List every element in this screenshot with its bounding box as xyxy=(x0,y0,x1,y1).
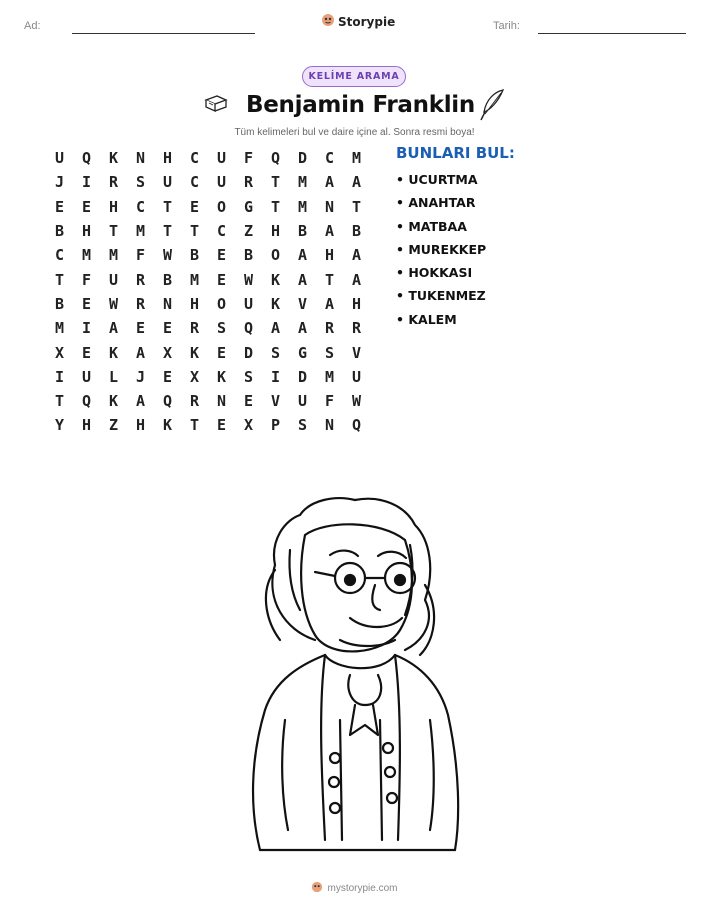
grid-cell[interactable]: V xyxy=(351,343,362,362)
grid-cell[interactable]: J xyxy=(135,367,146,386)
grid-cell[interactable]: E xyxy=(216,416,227,435)
grid-cell[interactable]: R xyxy=(135,294,146,313)
word-list-item: • UCURTMA xyxy=(396,172,478,187)
grid-cell[interactable]: H xyxy=(351,294,362,313)
grid-cell[interactable]: A xyxy=(324,222,335,241)
grid-cell[interactable]: N xyxy=(324,197,335,216)
grid-cell[interactable]: H xyxy=(108,197,119,216)
grid-cell[interactable]: C xyxy=(324,149,335,168)
grid-cell[interactable]: A xyxy=(108,319,119,338)
grid-cell[interactable]: E xyxy=(216,270,227,289)
grid-cell[interactable]: G xyxy=(243,197,254,216)
grid-cell[interactable]: E xyxy=(162,367,173,386)
grid-cell[interactable]: F xyxy=(243,149,254,168)
grid-cell[interactable]: M xyxy=(189,270,200,289)
grid-cell[interactable]: N xyxy=(216,392,227,411)
grid-cell[interactable]: T xyxy=(324,270,335,289)
grid-cell[interactable]: U xyxy=(162,173,173,192)
grid-cell[interactable]: R xyxy=(351,319,362,338)
grid-cell[interactable]: A xyxy=(351,173,362,192)
grid-cell[interactable]: E xyxy=(216,246,227,265)
storypie-logo-icon xyxy=(321,13,335,30)
grid-cell[interactable]: B xyxy=(54,294,65,313)
grid-cell[interactable]: A xyxy=(297,270,308,289)
grid-cell[interactable]: O xyxy=(216,294,227,313)
grid-cell[interactable]: K xyxy=(162,416,173,435)
footer-url[interactable]: mystorypie.com xyxy=(327,883,398,894)
grid-cell[interactable]: M xyxy=(297,173,308,192)
word-list-item: • KALEM xyxy=(396,311,457,327)
grid-cell[interactable]: X xyxy=(243,416,254,435)
grid-cell[interactable]: S xyxy=(216,319,227,338)
grid-cell[interactable]: Q xyxy=(270,149,281,168)
grid-cell[interactable]: M xyxy=(54,319,65,338)
grid-cell[interactable]: C xyxy=(216,222,227,241)
grid-cell[interactable]: M xyxy=(351,149,362,168)
grid-cell[interactable]: B xyxy=(162,270,173,289)
grid-cell[interactable]: I xyxy=(270,367,281,386)
grid-cell[interactable]: R xyxy=(135,270,146,289)
grid-cell[interactable]: E xyxy=(54,197,65,216)
grid-cell[interactable]: T xyxy=(351,197,362,216)
grid-cell[interactable]: H xyxy=(189,294,200,313)
grid-cell[interactable]: E xyxy=(243,392,254,411)
grid-cell[interactable]: K xyxy=(270,270,281,289)
brand-name: Storypie xyxy=(338,14,396,29)
grid-cell[interactable]: H xyxy=(162,149,173,168)
grid-cell[interactable]: O xyxy=(216,197,227,216)
grid-cell[interactable]: G xyxy=(297,343,308,362)
grid-cell[interactable]: Q xyxy=(81,149,92,168)
grid-cell[interactable]: A xyxy=(135,343,146,362)
grid-cell[interactable]: I xyxy=(81,173,92,192)
word-list-item: • ANAHTAR xyxy=(396,195,476,211)
word-search-grid[interactable] xyxy=(46,146,370,438)
grid-cell[interactable]: R xyxy=(324,319,335,338)
grid-cell[interactable]: D xyxy=(243,343,254,362)
grid-cell[interactable]: I xyxy=(81,319,92,338)
grid-cell[interactable]: U xyxy=(297,392,308,411)
date-label: Tarih: xyxy=(493,20,520,32)
word-list xyxy=(396,171,486,334)
grid-cell[interactable]: E xyxy=(162,319,173,338)
grid-cell[interactable]: U xyxy=(81,367,92,386)
grid-cell[interactable]: X xyxy=(162,343,173,362)
grid-cell[interactable]: A xyxy=(270,319,281,338)
grid-cell[interactable]: S xyxy=(243,367,254,386)
grid-cell[interactable]: Q xyxy=(243,319,254,338)
quill-icon xyxy=(478,88,506,126)
grid-cell[interactable]: K xyxy=(108,392,119,411)
grid-cell[interactable]: R xyxy=(243,173,254,192)
grid-cell[interactable]: H xyxy=(135,416,146,435)
grid-cell[interactable]: U xyxy=(108,270,119,289)
grid-cell[interactable]: A xyxy=(351,246,362,265)
grid-cell[interactable]: M xyxy=(135,222,146,241)
grid-cell[interactable]: M xyxy=(324,367,335,386)
grid-cell[interactable]: R xyxy=(189,319,200,338)
grid-cell[interactable]: R xyxy=(189,392,200,411)
grid-cell[interactable]: E xyxy=(135,319,146,338)
grid-cell[interactable]: W xyxy=(108,294,119,313)
activity-badge: KELİME ARAMA xyxy=(302,66,406,87)
grid-cell[interactable]: T xyxy=(162,222,173,241)
word-list-item: • MATBAA xyxy=(396,218,467,234)
grid-cell[interactable]: E xyxy=(81,197,92,216)
grid-cell[interactable]: A xyxy=(135,392,146,411)
grid-cell[interactable]: T xyxy=(189,222,200,241)
grid-cell[interactable]: S xyxy=(135,173,146,192)
grid-cell[interactable]: T xyxy=(270,197,281,216)
grid-cell[interactable]: T xyxy=(54,392,65,411)
grid-cell[interactable]: M xyxy=(297,197,308,216)
instructions: Tüm kelimeleri bul ve daire içine al. Sonra resmi boya! xyxy=(234,127,475,138)
grid-cell[interactable]: B xyxy=(297,222,308,241)
grid-cell[interactable]: A xyxy=(351,270,362,289)
grid-cell[interactable]: T xyxy=(189,416,200,435)
grid-cell[interactable]: Z xyxy=(108,416,119,435)
grid-cell[interactable]: C xyxy=(189,149,200,168)
grid-cell[interactable]: U xyxy=(216,149,227,168)
grid-cell[interactable]: M xyxy=(81,246,92,265)
grid-cell[interactable]: K xyxy=(270,294,281,313)
grid-cell[interactable]: F xyxy=(135,246,146,265)
grid-cell[interactable]: W xyxy=(351,392,362,411)
name-line[interactable] xyxy=(72,33,255,34)
storypie-footer-icon xyxy=(311,881,323,896)
grid-cell[interactable]: M xyxy=(108,246,119,265)
grid-cell[interactable]: X xyxy=(189,367,200,386)
grid-cell[interactable]: E xyxy=(216,343,227,362)
grid-cell[interactable]: B xyxy=(351,222,362,241)
grid-cell[interactable]: Q xyxy=(81,392,92,411)
grid-cell[interactable]: F xyxy=(81,270,92,289)
grid-cell[interactable]: A xyxy=(297,319,308,338)
grid-cell[interactable]: T xyxy=(270,173,281,192)
name-label: Ad: xyxy=(24,20,41,32)
grid-cell[interactable]: T xyxy=(54,270,65,289)
grid-cell[interactable]: O xyxy=(270,246,281,265)
grid-cell[interactable]: D xyxy=(297,367,308,386)
grid-cell[interactable]: S xyxy=(270,343,281,362)
grid-cell[interactable]: H xyxy=(81,416,92,435)
grid-cell[interactable]: B xyxy=(189,246,200,265)
grid-cell[interactable]: Q xyxy=(351,416,362,435)
grid-cell[interactable]: P xyxy=(270,416,281,435)
grid-cell[interactable]: U xyxy=(54,149,65,168)
grid-cell[interactable]: K xyxy=(108,149,119,168)
grid-cell[interactable]: A xyxy=(297,246,308,265)
word-list-item: • TUKENMEZ xyxy=(396,288,486,304)
grid-cell[interactable]: T xyxy=(108,222,119,241)
grid-cell[interactable]: Q xyxy=(162,392,173,411)
grid-cell[interactable]: V xyxy=(270,392,281,411)
grid-cell[interactable]: D xyxy=(297,149,308,168)
grid-cell[interactable]: W xyxy=(162,246,173,265)
grid-cell[interactable]: R xyxy=(108,173,119,192)
grid-cell[interactable]: B xyxy=(54,222,65,241)
grid-cell[interactable]: U xyxy=(243,294,254,313)
grid-cell[interactable]: L xyxy=(108,367,119,386)
grid-cell[interactable]: W xyxy=(243,270,254,289)
grid-cell[interactable]: Z xyxy=(243,222,254,241)
grid-cell[interactable]: C xyxy=(54,246,65,265)
grid-cell[interactable]: J xyxy=(54,173,65,192)
grid-cell[interactable]: N xyxy=(324,416,335,435)
grid-cell[interactable]: K xyxy=(216,367,227,386)
grid-cell[interactable]: H xyxy=(324,246,335,265)
franklin-illustration[interactable] xyxy=(230,490,480,860)
grid-cell[interactable]: T xyxy=(162,197,173,216)
word-list-item: • HOKKASI xyxy=(396,265,473,281)
grid-cell[interactable]: U xyxy=(216,173,227,192)
grid-cell[interactable]: H xyxy=(81,222,92,241)
grid-cell[interactable]: C xyxy=(189,173,200,192)
grid-cell[interactable]: X xyxy=(54,343,65,362)
grid-cell[interactable]: S xyxy=(324,343,335,362)
grid-cell[interactable]: A xyxy=(324,294,335,313)
grid-cell[interactable]: N xyxy=(135,149,146,168)
word-list-title: BUNLARI BUL: xyxy=(396,144,515,162)
brand xyxy=(321,13,395,30)
grid-cell[interactable]: E xyxy=(81,343,92,362)
book-icon xyxy=(203,94,229,120)
grid-cell[interactable]: U xyxy=(351,367,362,386)
grid-cell[interactable]: N xyxy=(162,294,173,313)
page-title: Benjamin Franklin xyxy=(246,92,475,118)
grid-cell[interactable]: C xyxy=(135,197,146,216)
grid-cell[interactable]: K xyxy=(108,343,119,362)
grid-cell[interactable]: S xyxy=(297,416,308,435)
footer xyxy=(0,881,709,896)
grid-cell[interactable]: H xyxy=(270,222,281,241)
grid-cell[interactable]: E xyxy=(189,197,200,216)
grid-cell[interactable]: V xyxy=(297,294,308,313)
date-line[interactable] xyxy=(538,33,686,34)
grid-cell[interactable]: E xyxy=(81,294,92,313)
grid-cell[interactable]: K xyxy=(189,343,200,362)
grid-cell[interactable]: I xyxy=(54,367,65,386)
grid-cell[interactable]: A xyxy=(324,173,335,192)
grid-cell[interactable]: F xyxy=(324,392,335,411)
grid-cell[interactable]: B xyxy=(243,246,254,265)
word-list-item: • MUREKKEP xyxy=(396,241,487,257)
grid-cell[interactable]: Y xyxy=(54,416,65,435)
